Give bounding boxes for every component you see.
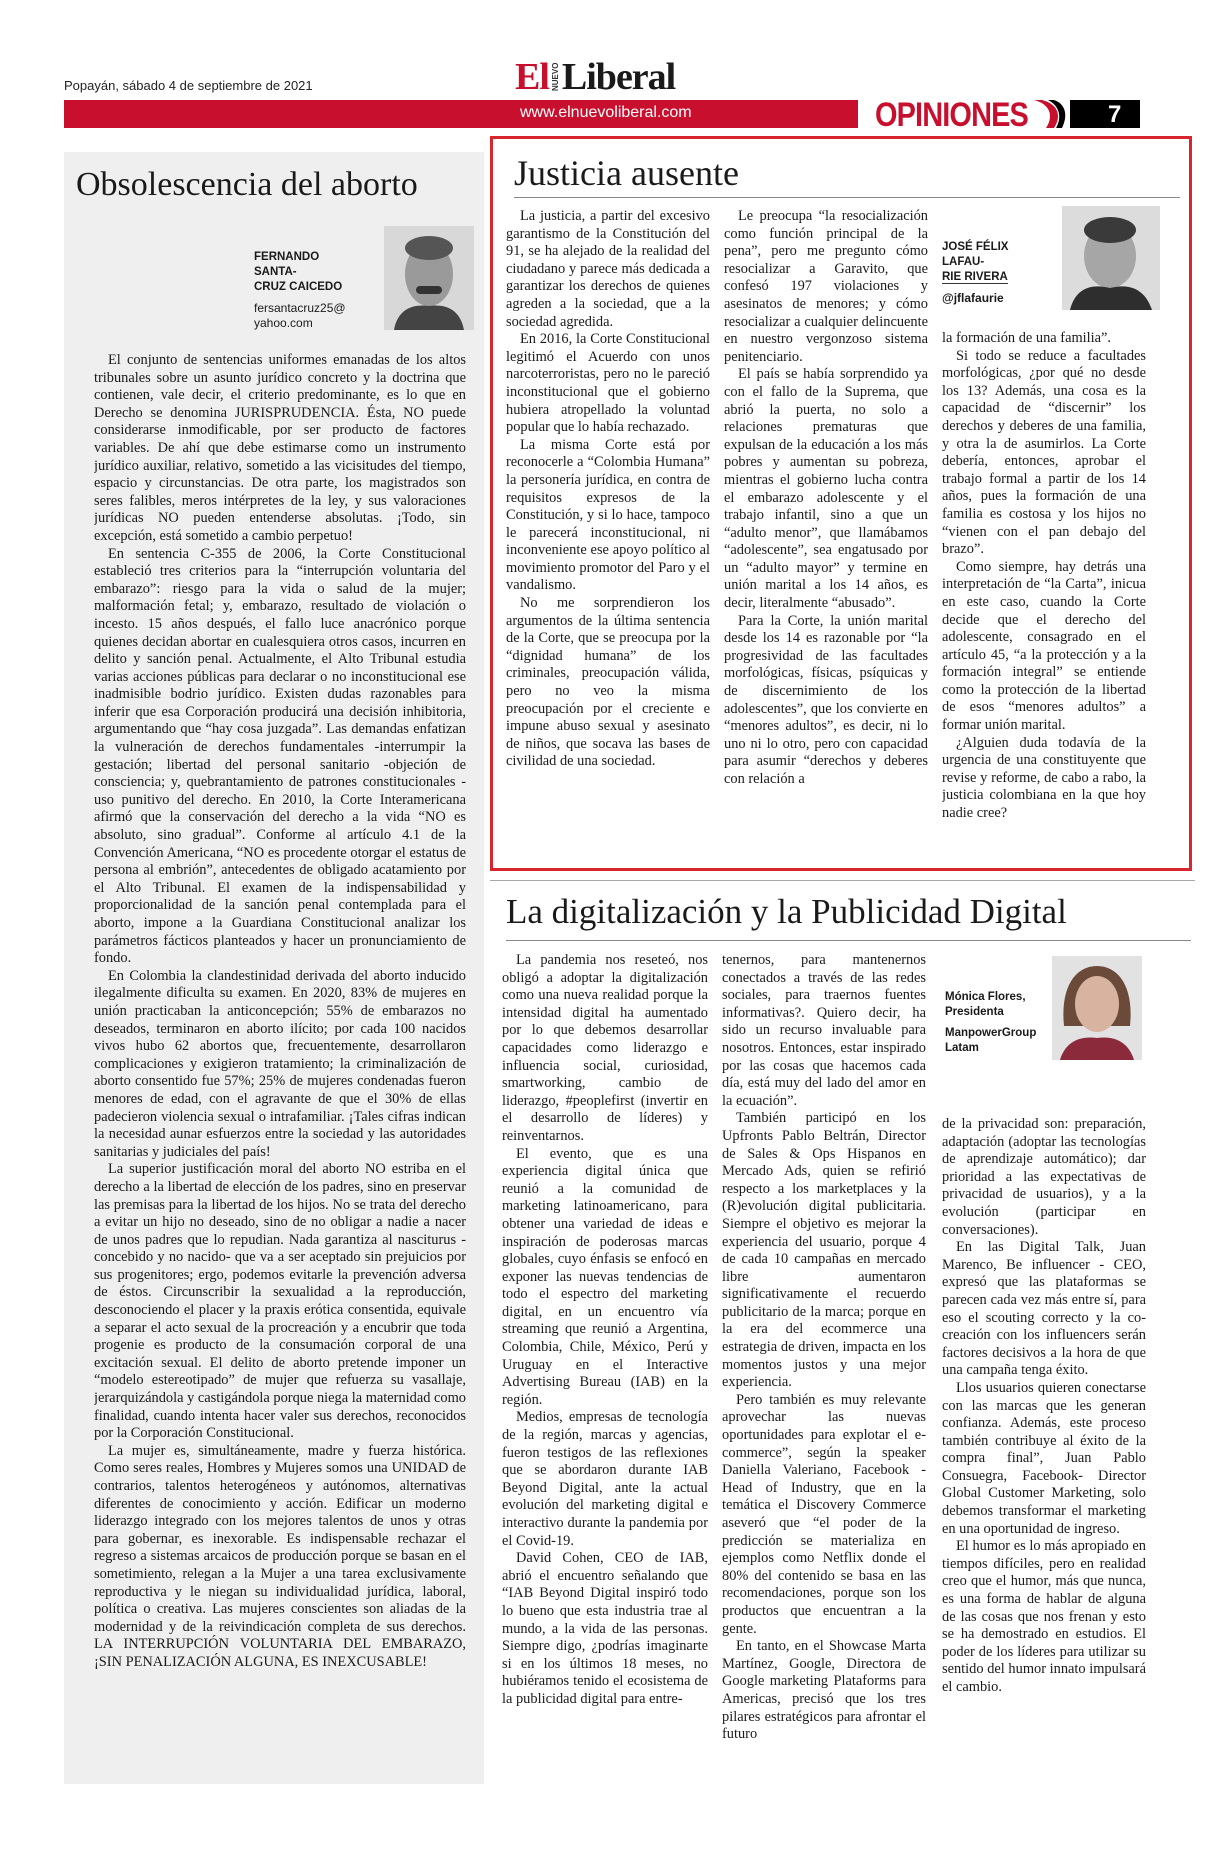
author-email-line2: yahoo.com (254, 316, 313, 330)
paragraph: No me sorprendieron los argumentos de la última sentencia de la Corte, que se preocupa por la “dignidad humana” de los criminales, preocupación válida, pero no veo la misma preocupación por el creciente e impune abuso sexual y asesinato de niños, que socava las bases de civilidad de una sociedad. (506, 595, 710, 770)
paragraph: Como siempre, hay detrás una interpretación de “la Carta”, inicua en este caso, cuando la Corte decide que el derecho del adolescente, consagrado en el artículo 45, “a la protección y a la formación integral” se entiende como la protección de la libertad de esos “menores adultos” a formar unión marital. (942, 558, 1146, 734)
paragraph: tenernos, para mantenernos conectados a través de las redes sociales, para traernos fuentes informativas?. Quiero decir, ha sido un recurso invaluable para nosotros. Entonces, estar inspirado por las cosas que hacemos cada día, está muy del lado del amor en la ecuación”. (722, 952, 926, 1109)
paragraph: La superior justificación moral del aborto NO estriba en el derecho a la libertad de elección de los padres, sino en preservar las premisas para la libertad de los hijos. No se trata del derecho a evitar un hijo no deseado, sino de no obligar a nadie a nacer de unos padres que lo repudian. Nada garantiza al nasciturus -concebido y no nacido- que va a ser aceptado sin prejuicios por sus progenitores; ergo, podemos evitarle la prevención adversa de éstos. Circunscribir la sexualidad a la reproducción, desconociendo el placer y la praxis erótica consentida, equivale a separar el acto sexual de la procreación y a encubrir que toda progenie es producto de la consumación corporal de una excitación sexual. El delito de aborto pretende imponer un “modelo estereotipado” de mujer que refuerza su vasallaje, jerarquizándola y castigándola porque niega la maternidad como finalidad, cuando intenta hacer valer sus derechos, reconocidos por la Corporación Constitucional. (94, 1161, 466, 1442)
paragraph: Le preocupa “la resocialización como función principal de la pena”, pero me pregunto cómo resocializar a Garavito, que confesó 197 violaciones y asesinatos de menores; y cómo resocializar a cualquier delincuente en nuestro vergonzoso sistema penitenciario. (724, 208, 928, 365)
paragraph: El humor es lo más apropiado en tiempos difíciles, pero en realidad creo que el humor, más que nunca, es una forma de hablar de alguna de las cosas que nos frenan y esto se ha demostrado en estudios. El poder de los líderes para utilizar su sentido del humor innato impulsará el cambio. (942, 1538, 1146, 1695)
paragraph: En Colombia la clandestinidad derivada del aborto inducido ilegalmente dificulta su examen. En 2020, 83% de mujeres en unión practicaban la anticoncepción; 55% de embarazos no deseados, terminaron en aborto ilícito; por cada 100 nacidos vivos hubo 62 abortos que, frecuentemente, desarrollaron complicaciones y exigieron tratamiento; la criminalización de aborto consentido fue 57%; 25% de mujeres condenadas fueron menores de edad, con el agravante de que el 30% de ellas padecieron violencia sexual o intrafamiliar. ¡Tales cifras indican la necesidad aunar esfuerzos entre la sociedad y las autoridades sanitarias y judiciales del país! (94, 967, 466, 1160)
header-red-bar (64, 100, 858, 128)
author-company-line1: ManpowerGroup (945, 1027, 1037, 1039)
paragraph: En las Digital Talk, Juan Marenco, Be influencer - CEO, expresó que las plataformas se parecen cada vez más entre sí, para eso el scouting correcto y la co-creación con los influencers serán factores decisivos a la hora de que una campaña tenga éxito. (942, 1239, 1146, 1379)
paragraph: También participó en los Upfronts Pablo Beltrán, Director de Sales & Ops Hispanos en Mercado Ads, quien se refirió respecto a los marketplaces y la (R)evolución digital publicitaria. Siempre el objetivo es mejorar la experiencia del usuario, porque 4 de cada 10 campañas en mercado libre aumentaron significativamente el recuerdo publicitario de la marca; porque en la era del ecommerce una estrategia de driven, impacta en los momentos justos y una mejor experiencia. (722, 1110, 926, 1391)
justicia-column-1 (506, 208, 710, 848)
paragraph: El evento, que es una experiencia digital única que reunió a la comunidad de marketing latinoamericano, para obtener una variedad de ideas e inspiración de poderosas marcas globales, cuyo énfasis se enfocó en exponer las nuevas tendencias de todo el espectro del marketing digital, en un encuentro vía streaming que reunió a Argentina, Colombia, Chile, México, Perú y Uruguay en el Interactive Advertising Bureau (IAB) en la región. (502, 1145, 708, 1408)
logo-nuevo-text: NUEVO (550, 62, 560, 92)
paragraph: Llos usuarios quieren conectarse con las marcas que les generan confianza. Además, este proceso también contribuye al éxito de la compra final”, Juan Pablo Consuegra, Facebook- Director Global Customer Marketing, solo debemos transformar el marketing en una oportunidad de ingreso. (942, 1379, 1146, 1537)
paragraph: En 2016, la Corte Constitucional legitimó el Acuerdo con unos narcoterroristas, pero no le pareció inconstitucional que el gobierno hubiera atropellado la voluntad popular que lo había rechazado. (506, 331, 710, 436)
author-photo (1062, 206, 1160, 310)
author-name-line1: JOSÉ FÉLIX LAFAU- (942, 241, 1009, 268)
justicia-byline (942, 240, 1042, 306)
swoosh-icon (1028, 98, 1068, 130)
paragraph: La misma Corte está por reconocerle a “Colombia Humana” la personería jurídica, en contra de requisitos expresos de la Constitución, y si lo hace, tampoco le parecerá inconstitucional, ni inconveniente ese apoyo político al movimiento promotor del Paro y el vandalismo. (506, 436, 710, 594)
digital-article-title: La digitalización y la Publicidad Digital (506, 892, 1067, 931)
page-number: 7 (1108, 101, 1122, 128)
author-handle[interactable]: @jflafaurie (942, 291, 1004, 305)
paragraph: de la privacidad son: preparación, adaptación (adoptar las tecnologías de aprendizaje automático); dar prioridad a las expectativas de privacidad de usuarios), y a la evolución (participar en conversaciones). (942, 1116, 1146, 1238)
paragraph: En tanto, en el Showcase Marta Martínez, Google, Directora de Google marketing Plataforms para Americas, precisó que los tres pilares estratégicos para afrontar el futuro (722, 1638, 926, 1743)
author-name-line1: FERNANDO SANTA- (254, 251, 320, 278)
section-divider (490, 880, 1195, 881)
paragraph: La justicia, a partir del excesivo garantismo de la Constitución del 91, se ha alejado de la realidad del ciudadano y parece más dedicada a garantizar los derechos de quienes agreden a la sociedad, que a la sociedad agredida. (506, 208, 710, 330)
paragraph: La mujer es, simultáneamente, madre y fuerza histórica. Como seres reales, Hombres y Mujeres somos una UNIDAD de contrarios, talentos heterogéneos y autónomos, alternativas diferentes de conocimiento y acción. Edificar un moderno liderazgo integrado con los mejores talentos de unos y otras para gobernar, es inexorable. Es indispensable rechazar el regreso a sistemas arcaicos de producción porque se basan en el sometimiento, relegan a la Mujer a una tarea exclusivamente reproductiva y le niegan su individualidad jurídica, laboral, política o creativa. Las mujeres conscientes son aliadas de la modernidad y de la reivindicación completa de sus derechos. LA INTERRUPCIÓN VOLUNTARIA DEL EMBARAZO, ¡SIN PENALIZACIÓN ALGUNA, ES INEXCUSABLE! (94, 1442, 466, 1670)
paragraph: Pero también es muy relevante aprovechar las nuevas oportunidades para explotar el e-commerce”, según la speaker Daniella Valeriano, Facebook - Head of Industry, que en la temática el Discovery Commerce aseveró que “el poder de la predicción se materializa en ejemplos como Netflix donde el 80% del contenido se basa en las recomendaciones, porque son los productos que encuentran a la gente. (722, 1391, 926, 1637)
paragraph: El conjunto de sentencias uniformes emanadas de los altos tribunales sobre un asunto jurídico concreto y la doctrina que contienen, vale decir, el criterio predominante, es lo que en Derecho se denomina JURISPRUDENCIA. Ésta, NO puede considerarse inmodificable, por ser producto de factores variables. De ahí que debe estimarse como un instrumento jurídico auxiliar, relativo, sometido a las vicisitudes del tiempo, espacio y circunstancias. De otra parte, los magistrados son seres falibles, meros intérpretes de la ley, y sus valoraciones jurídicas NO pueden entenderse absolutas. ¡Todo, sin excepción, está sometido a cambio perpetuo! (94, 352, 466, 544)
author-photo (1052, 956, 1142, 1060)
publication-date: Popayán, sábado 4 de septiembre de 2021 (64, 78, 313, 93)
website-url[interactable]: www.elnuevoliberal.com (520, 104, 692, 121)
paragraph: David Cohen, CEO de IAB, abrió el encuentro señalando que “IAB Beyond Digital inspiró todo lo bueno que esta industria trae al mundo, a la vida de las personas. Siempre digo, ¿podrías imaginarte si en los últimos 18 meses, no hubiéramos tenido el ecosistema de la publicidad digital para entre- (502, 1550, 708, 1707)
author-email-line1: fersantacruz25@ (254, 301, 346, 315)
author-company-line2: Latam (945, 1042, 979, 1054)
author-name-line2: CRUZ CAICEDO (254, 281, 343, 293)
author-photo (384, 226, 474, 330)
author-name-line1: Mónica Flores, (945, 991, 1026, 1003)
digital-column-3 (942, 1116, 1146, 1778)
author-name-line2: Presidenta (945, 1006, 1004, 1018)
digital-column-1 (502, 952, 708, 1778)
paragraph: Medios, empresas de tecnología de la región, marcas y agencias, fueron testigos de las reflexiones que se abordaron durante IAB Beyond Digital, ante la actual evolución del marketing digital e interactivo durante la pandemia por el Covid-19. (502, 1409, 708, 1549)
title-rule (514, 197, 1180, 198)
paragraph: La pandemia nos reseteó, nos obligó a adoptar la digitalización como una nueva realidad porque la intensidad digital ha aumentado por lo que debemos desarrollar capacidades como liderazgo e influencia social, curiosidad, smartworking, cambio de liderazgo, #peoplefirst (invertir en el desarrollo de líderes) y reinventarnos. (502, 952, 708, 1144)
title-rule (506, 940, 1191, 941)
paragraph: El país se había sorprendido ya con el fallo de la Suprema, que abrió la puerta, no solo a relaciones prematuras que expulsan de la educación a los más pobres y aumentan su pobreza, mientras el gobierno lucha contra el embarazo adolescente y el trabajo infantil, sino a que un “adulto menor”, que llamábamos “adolescente”, sea engatusado por un “adulto mayor” y termine en unión marital a los 14 años, es decir, literalmente “abusado”. (724, 366, 928, 612)
digital-column-2 (722, 952, 926, 1778)
left-article-title: Obsolescencia del aborto (76, 166, 418, 203)
justicia-column-3 (942, 330, 1146, 848)
left-article-body (94, 352, 466, 1752)
digital-byline (945, 990, 1055, 1056)
page-number-box (1070, 100, 1140, 128)
author-name-line2: RIE RIVERA (942, 271, 1008, 283)
paragraph: En sentencia C-355 de 2006, la Corte Constitucional estableció tres criterios para la “interrupción voluntaria del embarazo”: riesgo para la vida o salud de la mujer; malformación fetal; y, embarazo, resultado de violación o incesto. 15 años después, el fallo luce anacrónico porque quienes decidan abortar en cualesquiera otros casos, incurren en delito y sanción penal. Actualmente, el Alto Tribunal estudia varias acciones públicas para declarar o no inconstitucional ese inadmisible bodrio jurídico. Existen dudas razonables para inferir que esa Corporación producirá una decisión inhibitoria, argumentando que “hay cosa juzgada”. Las demandas enfatizan la vulneración de derechos fundamentales -interrumpir la gestación; libertad del personal sanitario -objeción de consciencia; y, quebrantamiento de patrones constitucionales -uso punitivo del derecho. En 2010, la Corte Interamericana afirmó que la conservación del derecho a la vida “NO es absoluto, sino gradual”. Conforme al artículo 4.1 de la Convención Americana, “NO es procedente otorgar el estatus de persona al embrión”, antecedentes de obligado acatamiento por el Alto Tribunal. El examen de la indispensabilidad y proporcionalidad de la sanción penal contemplada para el aborto, impone a la Guardiana Constitucional analizar los parámetros fácticos planteados y hacer un pronunciamiento de fondo. (94, 545, 466, 967)
section-title: OPINIONES (875, 96, 1028, 134)
logo-el-text: El (515, 56, 549, 98)
newspaper-logo[interactable] (515, 56, 676, 98)
paragraph: la formación de una familia”. (942, 330, 1112, 346)
justicia-article-title: Justicia ausente (514, 153, 739, 193)
justicia-column-2 (724, 208, 928, 848)
paragraph: ¿Alguien duda todavía de la urgencia de una constituyente que revise y reforme, de cabo a rabo, la justicia colombiana en la que hoy nadie cree? (942, 734, 1146, 822)
paragraph: Para la Corte, la unión marital desde los 14 es razonable por “la progresividad de las facultades morfológicas, físicas, psíquicas y de discernimiento de los adolescentes”, que los convierte en “menores adultos”, es decir, ni lo uno ni lo otro, pero con capacidad para asumir “derechos y deberes con relación a (724, 612, 928, 787)
left-article-byline (254, 250, 364, 331)
paragraph: Si todo se reduce a facultades morfológicas, ¿por qué no desde los 13? Además, una cosa es la capacidad de “discernir” los derechos y deberes de una familia, y otra la de asumirlos. La Corte debería, entonces, aprobar el trabajo formal a partir de los 14 años, pues la formación de una familia es costosa y los hijos no “vienen con el pan debajo del brazo”. (942, 347, 1146, 558)
logo-liberal-text: Liberal (561, 56, 676, 98)
